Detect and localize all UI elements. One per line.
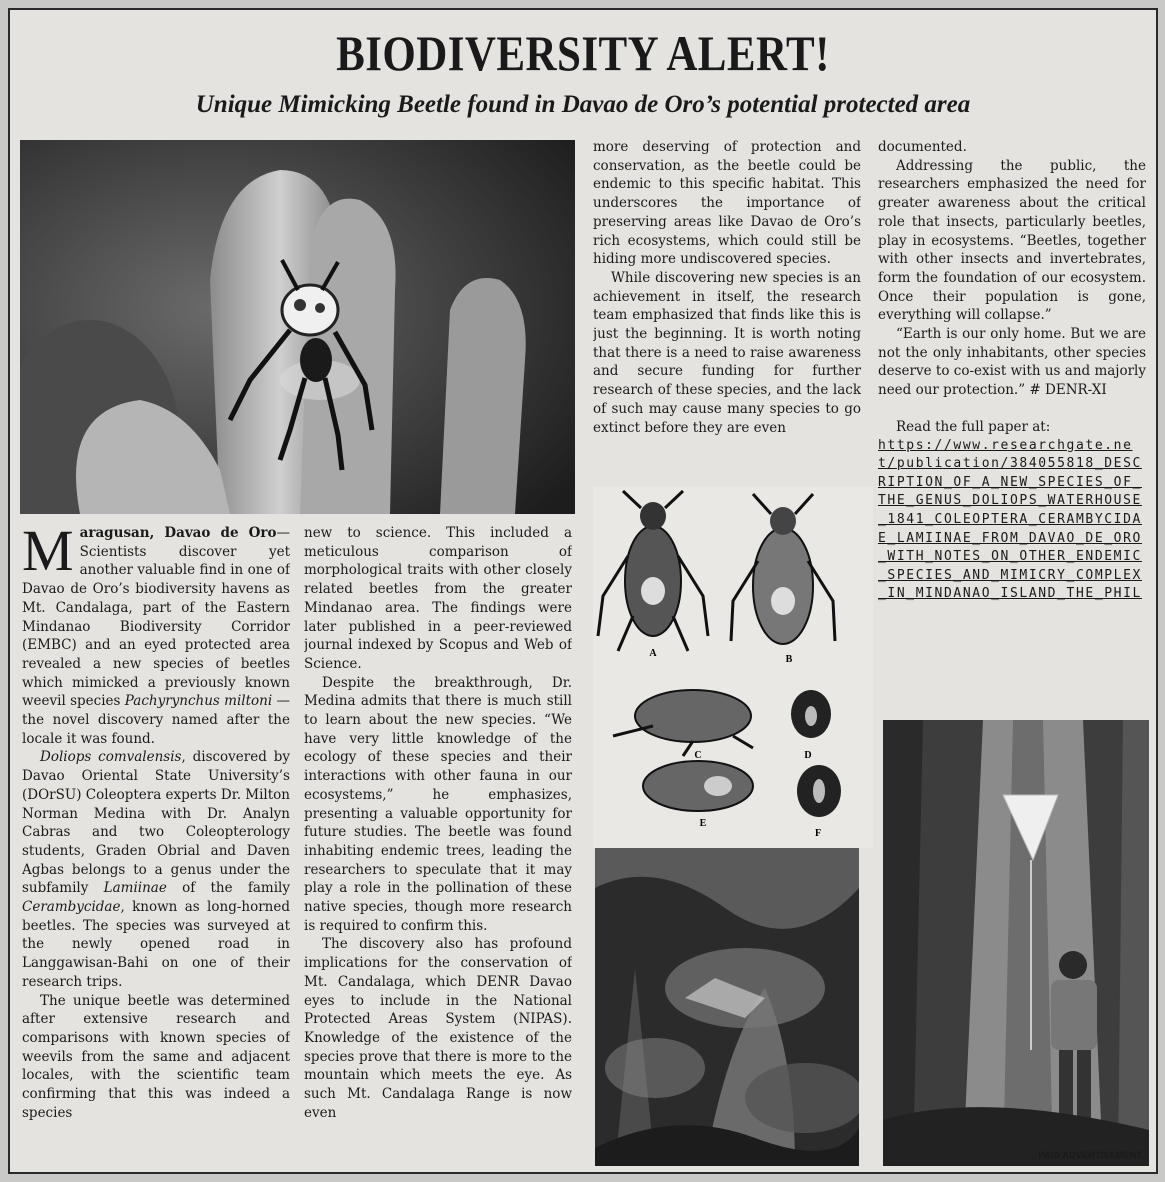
paragraph: new to science. This included a meticulous comparison of morphological traits with other closely related beetles from the greater Mindanao area. The findings were later published in a peer-reviewed journal indexed by Scopus and Web of Science. <box>304 525 572 672</box>
paragraph <box>22 748 290 991</box>
forest-habitat-photo <box>595 848 859 1166</box>
paragraph: documented. <box>878 139 967 155</box>
specimen-a-dorsal <box>598 491 708 651</box>
lead-text-end: — the novel discovery named after the locale it was found. <box>22 693 290 747</box>
paragraph: While discovering new species is an achievement in itself, the research team emphasized that finds like this is just the beginning. It is worth noting that there is a need to raise awareness and secure funding for further research of these species, and the lack of such may cause many species to go extinct before they are even <box>593 269 861 436</box>
subheadline: Unique Mimicking Beetle found in Davao de Oro’s potential protected area <box>195 91 971 118</box>
drop-cap: M <box>22 524 74 583</box>
read-paper-line: Read the full paper at: <box>896 418 1051 435</box>
dateline: aragusan, Davao de Oro <box>79 525 277 541</box>
lead-text: — Scientists discover yet another valuable find in one of Davao de Oro’s biodiversity havens as Mt. Candalaga, part of the Eastern Mindanao Biodiversity Corridor (EMBC) and an eyed protected area revealed a new species of beetles which mimicked a previously known weevil species <box>22 525 290 710</box>
paragraph: more deserving of protection and conservation, as the beetle could be endemic to this specific habitat. This underscores the importance of preserving areas like Davao de Oro’s rich ecosystems, which could still be hiding more undiscovered species. <box>593 139 861 268</box>
paragraph: Addressing the public, the researchers emphasized the need for greater awareness about the critical role that insects, particularly beetles, play in ecosystems. “Beetles, together with other insects and invertebrates, form the foundation of our ecosystem. Once their population is gone, everything will collapse.” <box>878 157 1146 324</box>
figure-label-d: D <box>804 750 812 761</box>
subfamily-name: Lamiinae <box>103 880 167 897</box>
research-paper-link[interactable]: https://www.researchgate.net/publication/384055818_DESCRIPTION_OF_A_NEW_SPECIES_OF_THE_GENUS_DOLIOPS_WATERHOUSE_1841_COLEOPTERA_CERAMBYCIDAE_LAMIINAE_FROM_DAVAO_DE_ORO_WITH_NOTES_ON_OTHER_ENDEMIC_SPECIES_AND_MIMICRY_COMPLEX_IN_MINDANAO_ISLAND_THE_PHIL <box>878 437 1142 602</box>
specimen-f-frontal <box>797 765 841 817</box>
newspaper-page <box>8 8 1158 1174</box>
paragraph: Despite the breakthrough, Dr. Medina admits that there is much still to learn about the new species. “We have very little knowledge of the ecology of these species and their interactions with other fauna in our ecosystems,” he emphasizes, presenting a valuable opportunity for future studies. The beetle was found inhabiting endemic trees, leading the researchers to speculate that it may play a role in the pollination of these native species, though more research is required to confirm this. <box>304 674 572 934</box>
specimen-d-frontal <box>791 690 831 738</box>
figure-label-b: B <box>785 654 793 665</box>
paragraph: The unique beetle was determined after extensive research and comparisons with known species of weevils from the same and adjacent locales, with the scientific team confirming that this was indeed a species <box>22 992 290 1121</box>
specimen-c-lateral <box>613 690 753 756</box>
paragraph-text: of the family <box>166 880 290 897</box>
specimen-e-lateral <box>643 761 753 811</box>
species-name-weevil: Pachyrynchus miltoni <box>124 693 273 710</box>
article-column-1 <box>22 524 290 1164</box>
species-name-doliops: Doliops comvalensis <box>40 749 182 766</box>
beetle-on-finger-photo <box>20 140 575 514</box>
paragraph-text: , discovered by Davao Oriental State University’s (DOrSU) Coleoptera experts Dr. Milton Norman Medina with Dr. Analyn Cabras and two Coleopterology students, Graden Obrial and Daven Agbas belongs to a genus under the subfamily <box>22 749 290 897</box>
paragraph: “Earth is our only home. But we are not the only inhabitants, other species deserve to co-exist with us and majorly need our protection.” # DENR-XI <box>878 326 1146 399</box>
article-column-4 <box>878 138 1146 708</box>
figure-label-a: A <box>649 648 657 659</box>
beetle-specimen-figure <box>593 486 873 848</box>
article-column-3 <box>593 138 861 478</box>
paid-advertisement-label: PAID ADVERTISEMENT <box>1038 1150 1142 1160</box>
specimen-b-dorsal <box>731 494 835 644</box>
paragraph: The discovery also has profound implications for the conservation of Mt. Candalaga, which DENR Davao eyes to include in the National Protected Areas System (NIPAS). Knowledge of the existence of the species prove that there is more to the mountain which meets the eye. As such Mt. Candalaga Range is now even <box>304 936 572 1121</box>
researcher-light-trap-photo <box>883 720 1149 1166</box>
family-name: Cerambycidae <box>22 899 121 916</box>
paragraph-text: , known as long-horned beetles. The species was surveyed at the newly opened road in Langgawisan-Bahi on one of their research trips. <box>22 899 290 990</box>
figure-label-e: E <box>699 818 707 829</box>
figure-label-c: C <box>694 750 702 761</box>
figure-label-f: F <box>814 828 822 839</box>
headline: BIODIVERSITY ALERT! <box>336 25 830 81</box>
lead-paragraph <box>22 524 290 748</box>
article-column-2 <box>304 524 572 1164</box>
